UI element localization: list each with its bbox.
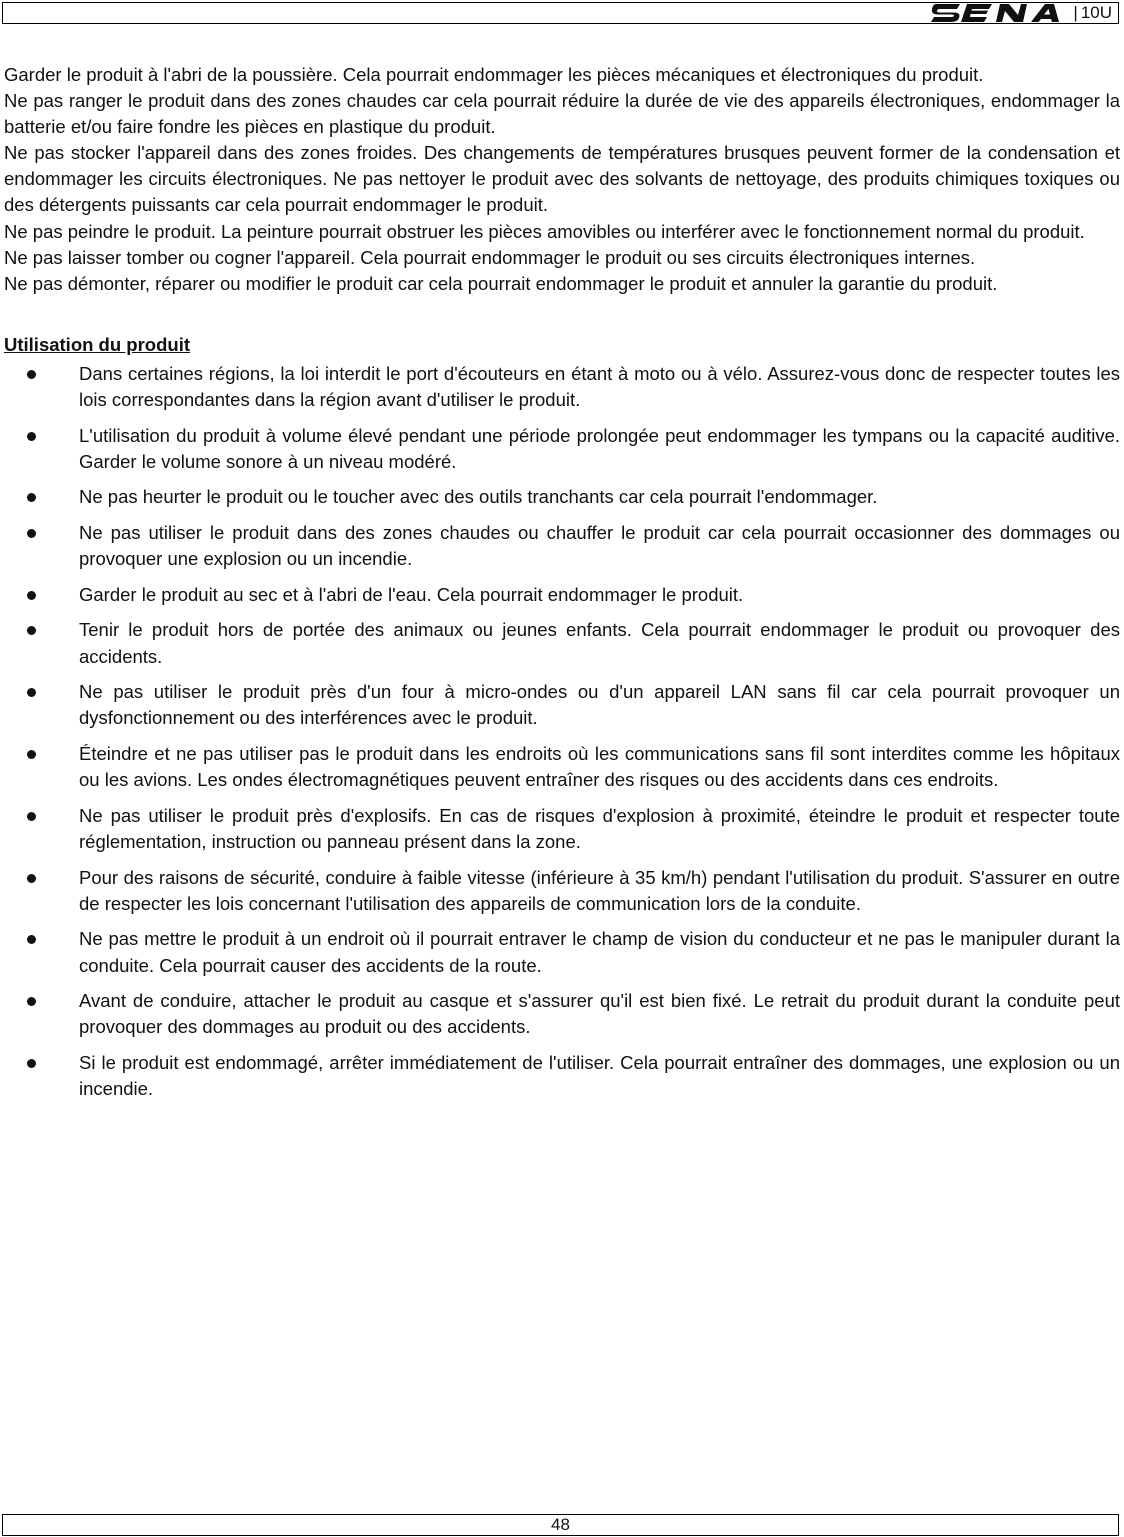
- bullet-icon: [27, 1059, 36, 1068]
- list-item: [4, 423, 1120, 475]
- list-item: [4, 741, 1120, 793]
- page-header: [2, 2, 1119, 24]
- bullet-list: [4, 361, 1120, 1103]
- list-item-text: Si le produit est endommagé, arrêter immédiatement de l'utiliser. Cela pourrait entraîner des dommages, une explosion ou un incendie.: [79, 1052, 1120, 1100]
- paragraph-cold: Ne pas stocker l'appareil dans des zones froides. Des changements de températures brusques peuvent former de la condensation et endommager les circuits électroniques. Ne pas nettoyer le produit avec des solvants de nettoyage, des produits chimiques toxiques ou des détergents puissants car cela pourrait endommager le produit.: [4, 142, 1120, 216]
- bullet-icon: [27, 997, 36, 1006]
- paragraph-paint: Ne pas peindre le produit. La peinture pourrait obstruer les pièces amovibles ou interférer avec le fonctionnement normal du produit.: [4, 220, 1085, 242]
- list-item-text: Dans certaines régions, la loi interdit le port d'écouteurs en étant à moto ou à vélo. Assurez-vous donc de respecter toutes les lois correspondantes dans la région avant d'utiliser le produit.: [79, 362, 1120, 411]
- bullet-icon: [27, 750, 36, 759]
- model-name: 10U: [1080, 3, 1112, 22]
- bullet-icon: [27, 370, 36, 379]
- page-content: [4, 62, 1120, 1112]
- list-item-text: Ne pas utiliser le produit près d'un four à micro-ondes ou d'un appareil LAN sans fil car cela pourrait provoquer un dysfonctionnement ou des interférences avec le produit.: [79, 681, 1120, 729]
- list-item-text: Ne pas heurter le produit ou le toucher avec des outils tranchants car cela pourrait l'endommager.: [79, 486, 878, 508]
- list-item-text: Avant de conduire, attacher le produit au casque et s'assurer qu'il est bien fixé. Le retrait du produit durant la conduite peut provoquer des dommages au produit ou des accidents.: [79, 990, 1120, 1038]
- list-item: [4, 484, 1120, 510]
- list-item: [4, 865, 1120, 917]
- list-item: [4, 520, 1120, 572]
- list-item: [4, 988, 1120, 1040]
- sena-logo-mark: [930, 1, 1062, 25]
- bullet-icon: [27, 591, 36, 600]
- paragraph-disassemble: Ne pas démonter, réparer ou modifier le produit car cela pourrait endommager le produit et annuler la garantie du produit.: [4, 272, 998, 294]
- list-item-text: L'utilisation du produit à volume élevé pendant une période prolongée peut endommager les tympans ou la capacité auditive. Garder le volume sonore à un niveau modéré.: [79, 424, 1120, 472]
- page-footer: [2, 1514, 1119, 1536]
- list-item: [4, 361, 1120, 413]
- bullet-icon: [27, 874, 36, 883]
- page-number: 48: [551, 1515, 570, 1534]
- list-item: [4, 617, 1120, 669]
- paragraph-heat: Ne pas ranger le produit dans des zones chaudes car cela pourrait réduire la durée de vie des appareils électroniques, endommager la batterie et/ou faire fondre les pièces en plastique du produit.: [4, 90, 1120, 138]
- bullet-icon: [27, 626, 36, 635]
- bullet-icon: [27, 493, 36, 502]
- list-item-text: Ne pas utiliser le produit dans des zones chaudes ou chauffer le produit car cela pourrait occasionner des dommages ou provoquer une explosion ou un incendie.: [79, 522, 1120, 570]
- bullet-icon: [27, 935, 36, 944]
- list-item-text: Ne pas utiliser le produit près d'explosifs. En cas de risques d'explosion à proximité, éteindre le produit et respecter toute réglementation, instruction ou panneau présent dans la zone.: [79, 804, 1120, 853]
- sena-logo: [930, 1, 1062, 25]
- section-title: Utilisation du produit: [4, 333, 191, 355]
- list-item: [4, 679, 1120, 731]
- model-label: [1073, 4, 1112, 22]
- list-item: [4, 1050, 1120, 1102]
- list-item: [4, 926, 1120, 978]
- bullet-icon: [27, 688, 36, 697]
- paragraph-dust: Garder le produit à l'abri de la poussière. Cela pourrait endommager les pièces mécaniques et électroniques du produit.: [4, 64, 984, 85]
- bullet-icon: [27, 812, 36, 821]
- list-item-text: Éteindre et ne pas utiliser pas le produit dans les endroits où les communications sans fil sont interdites comme les hôpitaux ou les avions. Les ondes électromagnétiques peuvent entraîner des risques ou des accidents dans ces endroits.: [79, 743, 1120, 791]
- list-item: [4, 582, 1120, 608]
- bullet-icon: [27, 432, 36, 441]
- bullet-icon: [27, 529, 36, 538]
- list-item-text: Ne pas mettre le produit à un endroit où il pourrait entraver le champ de vision du conducteur et ne pas le manipuler durant la conduite. Cela pourrait causer des accidents de la route.: [79, 928, 1120, 976]
- paragraph-drop: Ne pas laisser tomber ou cogner l'appareil. Cela pourrait endommager le produit ou ses circuits électroniques internes.: [4, 246, 976, 268]
- list-item-text: Pour des raisons de sécurité, conduire à faible vitesse (inférieure à 35 km/h) pendant l'utilisation du produit. S'assurer en outre de respecter les lois concernant l'utilisation des appareils de communication lors de la conduite.: [79, 866, 1120, 914]
- list-item-text: Garder le produit au sec et à l'abri de l'eau. Cela pourrait endommager le produit.: [79, 583, 744, 605]
- list-item: [4, 803, 1120, 855]
- model-separator: |: [1073, 3, 1078, 22]
- list-item-text: Tenir le produit hors de portée des animaux ou jeunes enfants. Cela pourrait endommager le produit ou provoquer des accidents.: [79, 619, 1120, 667]
